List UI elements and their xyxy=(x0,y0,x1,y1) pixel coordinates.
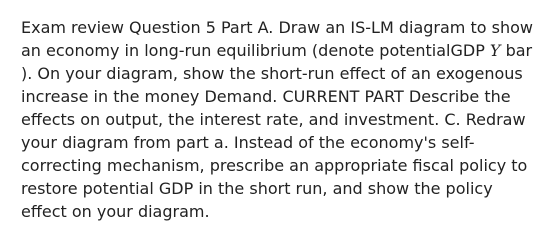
question-text xyxy=(21,16,543,223)
question-text-part1: Exam review Question 5 Part A. Draw an IS-LM diagram to show an economy in long-run equilibrium (denote potentialGDP xyxy=(21,18,533,60)
question-text-part2: bar ). On your diagram, show the short-run effect of an exogenous increase in the money Demand. CURRENT PART Describe the effects on output, the interest rate, and investment. C. Redraw your diagram from part a. Instead of the economy's self-correcting mechanism, prescribe an appropriate fiscal policy to restore potential GDP in the short run, and show the policy effect on your diagram. xyxy=(21,41,533,221)
math-variable-y: Y xyxy=(489,41,501,60)
